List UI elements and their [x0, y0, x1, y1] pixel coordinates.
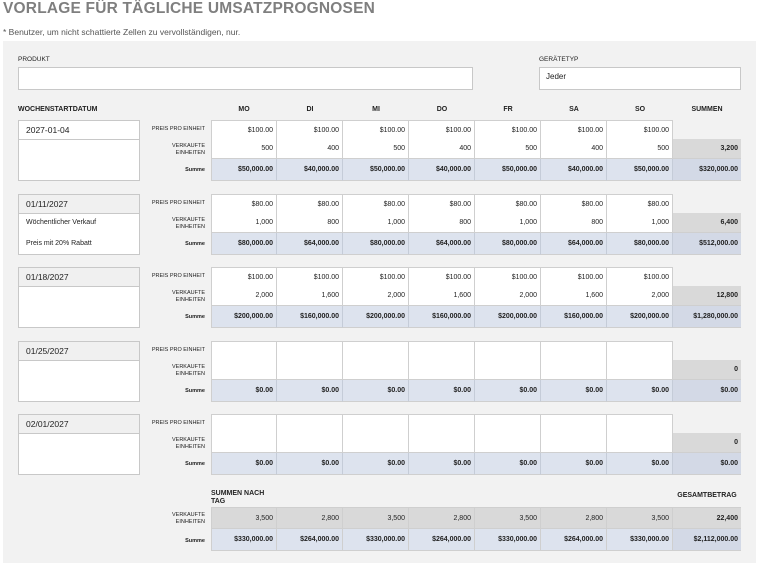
price-cell-mo[interactable]: $100.00	[211, 267, 277, 287]
units-sold-label-line1: VERKAUFTE	[171, 143, 205, 149]
price-cell-fr[interactable]: $100.00	[475, 267, 541, 287]
price-cell-sa[interactable]: $100.00	[541, 120, 607, 140]
sums-header: SUMMEN	[691, 106, 723, 113]
sum-cell-mo: $0.00	[211, 380, 277, 402]
units-cell-fr[interactable]: 1,000	[475, 213, 541, 233]
instructions-text: * Benutzer, um nicht schattierte Zellen zu vervollständigen, nur.	[3, 27, 241, 37]
summary-label-line1: SUMMEN NACH	[211, 490, 265, 497]
units-sold-label-line2: EINHEITEN	[175, 150, 205, 156]
price-cell-fr[interactable]: $100.00	[475, 120, 541, 140]
product-input[interactable]	[18, 67, 473, 90]
summary-label	[211, 490, 264, 506]
price-cell-fr[interactable]	[475, 341, 541, 361]
units-cell-sa[interactable]: 800	[541, 213, 607, 233]
week-note-input[interactable]	[18, 433, 140, 475]
price-cell-sa[interactable]: $80.00	[541, 194, 607, 214]
sum-cell-sa: $0.00	[541, 453, 607, 475]
summary-units-label-line2: EINHEITEN	[175, 519, 205, 525]
price-per-unit-label: PREIS PRO EINHEIT	[151, 126, 205, 132]
units-total-cell: 3,200	[673, 139, 741, 159]
sum-cell-di: $64,000.00	[277, 233, 343, 255]
units-cell-di[interactable]: 400	[277, 139, 343, 159]
units-sold-label	[143, 217, 205, 231]
units-cell-do[interactable]: 800	[409, 213, 475, 233]
sum-label: Summe	[185, 314, 205, 320]
sum-cell-sa: $0.00	[541, 380, 607, 402]
price-cell-do[interactable]	[409, 341, 475, 361]
summary-units-do: 2,800	[409, 507, 475, 529]
day-header-mi: MI	[372, 106, 380, 113]
week-start-header: WOCHENSTARTDATUM	[18, 106, 98, 113]
summary-units-label	[143, 512, 205, 526]
week-note-input[interactable]	[18, 360, 140, 402]
units-cell-do[interactable]: 400	[409, 139, 475, 159]
summary-units-sa: 2,800	[541, 507, 607, 529]
sum-label: Summe	[185, 388, 205, 394]
sum-cell-mi: $50,000.00	[343, 159, 409, 181]
summary-units-mo: 3,500	[211, 507, 277, 529]
price-cell-di[interactable]: $100.00	[277, 120, 343, 140]
day-header-fr: FR	[503, 106, 513, 113]
units-cell-mo[interactable]	[211, 360, 277, 380]
sum-cell-mi: $80,000.00	[343, 233, 409, 255]
price-cell-mi[interactable]	[343, 414, 409, 434]
price-cell-mi[interactable]: $100.00	[343, 120, 409, 140]
summary-sum-do: $264,000.00	[409, 529, 475, 551]
price-per-unit-label: PREIS PRO EINHEIT	[151, 273, 205, 279]
price-cell-so[interactable]: $100.00	[607, 120, 673, 140]
week-start-date-input[interactable]: 02/01/2027	[18, 414, 140, 434]
summary-sum-fr: $330,000.00	[475, 529, 541, 551]
price-cell-mi[interactable]: $80.00	[343, 194, 409, 214]
sum-cell-mi: $0.00	[343, 453, 409, 475]
units-sold-label-line1: VERKAUFTE	[171, 217, 205, 223]
price-cell-so[interactable]	[607, 414, 673, 434]
sum-cell-so: $80,000.00	[607, 233, 673, 255]
sum-total-cell: $512,000.00	[673, 233, 741, 255]
price-cell-so[interactable]: $80.00	[607, 194, 673, 214]
summary-units-fr: 3,500	[475, 507, 541, 529]
summary-sum-so: $330,000.00	[607, 529, 673, 551]
sum-cell-di: $0.00	[277, 453, 343, 475]
summary-sum-di: $264,000.00	[277, 529, 343, 551]
week-note-input[interactable]	[18, 139, 140, 181]
price-cell-sa[interactable]: $100.00	[541, 267, 607, 287]
price-per-unit-label: PREIS PRO EINHEIT	[151, 420, 205, 426]
units-sold-label-line2: EINHEITEN	[175, 371, 205, 377]
sum-cell-fr: $50,000.00	[475, 159, 541, 181]
price-cell-mi[interactable]: $100.00	[343, 267, 409, 287]
sum-label: Summe	[185, 167, 205, 173]
price-cell-do[interactable]: $100.00	[409, 267, 475, 287]
price-cell-mi[interactable]	[343, 341, 409, 361]
units-cell-mi[interactable]: 1,000	[343, 213, 409, 233]
price-cell-do[interactable]: $100.00	[409, 120, 475, 140]
units-cell-fr[interactable]	[475, 360, 541, 380]
price-cell-fr[interactable]: $80.00	[475, 194, 541, 214]
price-cell-so[interactable]	[607, 341, 673, 361]
device-type-label: GERÄTETYP	[539, 56, 579, 63]
sum-cell-do: $40,000.00	[409, 159, 475, 181]
device-type-input[interactable]: Jeder	[539, 67, 741, 90]
page-title: VORLAGE FÜR TÄGLICHE UMSATZPROGNOSEN	[3, 0, 376, 17]
units-sold-label-line2: EINHEITEN	[175, 444, 205, 450]
price-cell-mo[interactable]: $80.00	[211, 194, 277, 214]
units-cell-mo[interactable]: 500	[211, 139, 277, 159]
sum-cell-do: $0.00	[409, 380, 475, 402]
units-cell-mo[interactable]: 1,000	[211, 213, 277, 233]
units-cell-sa[interactable]: 400	[541, 139, 607, 159]
day-header-di: DI	[306, 106, 314, 113]
summary-grand-total: $2,112,000.00	[673, 529, 741, 551]
price-cell-di[interactable]	[277, 341, 343, 361]
units-sold-label-line1: VERKAUFTE	[171, 290, 205, 296]
units-sold-label	[143, 143, 205, 157]
units-cell-fr[interactable]: 500	[475, 139, 541, 159]
units-cell-mi[interactable]: 500	[343, 139, 409, 159]
sum-cell-fr: $0.00	[475, 453, 541, 475]
sum-cell-so: $50,000.00	[607, 159, 673, 181]
units-sold-label	[143, 437, 205, 451]
units-cell-di[interactable]	[277, 360, 343, 380]
sum-total-cell: $0.00	[673, 380, 741, 402]
sum-cell-do: $64,000.00	[409, 233, 475, 255]
units-sold-label	[143, 290, 205, 304]
sum-cell-sa: $40,000.00	[541, 159, 607, 181]
sum-label: Summe	[185, 461, 205, 467]
units-cell-sa[interactable]	[541, 360, 607, 380]
sum-cell-mo: $0.00	[211, 453, 277, 475]
sum-cell-mo: $200,000.00	[211, 306, 277, 328]
price-cell-mo[interactable]: $100.00	[211, 120, 277, 140]
week-note-input[interactable]	[18, 286, 140, 328]
units-cell-mi[interactable]	[343, 433, 409, 453]
sum-total-cell: $1,280,000.00	[673, 306, 741, 328]
units-cell-do[interactable]	[409, 360, 475, 380]
week-note-line2: Preis mit 20% Rabatt	[26, 240, 92, 247]
sum-cell-mi: $200,000.00	[343, 306, 409, 328]
sum-cell-so: $200,000.00	[607, 306, 673, 328]
summary-units-di: 2,800	[277, 507, 343, 529]
units-sold-label-line2: EINHEITEN	[175, 224, 205, 230]
units-total-cell: 6,400	[673, 213, 741, 233]
sum-total-cell: $0.00	[673, 453, 741, 475]
price-cell-so[interactable]: $100.00	[607, 267, 673, 287]
week-start-date-input[interactable]: 01/18/2027	[18, 267, 140, 287]
week-note-input[interactable]	[18, 213, 140, 255]
units-cell-so[interactable]: 500	[607, 139, 673, 159]
sum-cell-so: $0.00	[607, 453, 673, 475]
units-cell-fr[interactable]: 2,000	[475, 286, 541, 306]
price-per-unit-label: PREIS PRO EINHEIT	[151, 347, 205, 353]
units-cell-so[interactable]: 2,000	[607, 286, 673, 306]
summary-sum-label: Summe	[185, 538, 205, 544]
sum-cell-fr: $200,000.00	[475, 306, 541, 328]
sum-cell-fr: $80,000.00	[475, 233, 541, 255]
summary-units-mi: 3,500	[343, 507, 409, 529]
grand-total-label: GESAMTBETRAG	[677, 492, 737, 499]
sum-cell-do: $0.00	[409, 453, 475, 475]
day-header-mo: MO	[238, 106, 250, 113]
price-cell-sa[interactable]	[541, 414, 607, 434]
units-sold-label-line1: VERKAUFTE	[171, 437, 205, 443]
price-per-unit-label: PREIS PRO EINHEIT	[151, 200, 205, 206]
units-sold-label-line1: VERKAUFTE	[171, 364, 205, 370]
day-header-so: SO	[634, 106, 646, 113]
units-sold-label-line2: EINHEITEN	[175, 297, 205, 303]
units-cell-mi[interactable]: 2,000	[343, 286, 409, 306]
week-start-date-input[interactable]: 01/25/2027	[18, 341, 140, 361]
price-cell-di[interactable]: $80.00	[277, 194, 343, 214]
price-cell-di[interactable]	[277, 414, 343, 434]
price-cell-mo[interactable]	[211, 414, 277, 434]
sum-cell-so: $0.00	[607, 380, 673, 402]
summary-sum-sa: $264,000.00	[541, 529, 607, 551]
units-total-cell: 0	[673, 360, 741, 380]
units-cell-so[interactable]: 1,000	[607, 213, 673, 233]
sum-cell-di: $160,000.00	[277, 306, 343, 328]
sum-cell-fr: $0.00	[475, 380, 541, 402]
units-cell-do[interactable]	[409, 433, 475, 453]
units-cell-di[interactable]	[277, 433, 343, 453]
price-cell-fr[interactable]	[475, 414, 541, 434]
price-cell-mo[interactable]	[211, 341, 277, 361]
sum-cell-di: $40,000.00	[277, 159, 343, 181]
units-total-cell: 0	[673, 433, 741, 453]
summary-label-line2: TAG	[211, 498, 226, 505]
summary-units-label-line1: VERKAUFTE	[171, 512, 205, 518]
summary-units-so: 3,500	[607, 507, 673, 529]
units-cell-fr[interactable]	[475, 433, 541, 453]
day-header-do: DO	[436, 106, 448, 113]
units-cell-so[interactable]	[607, 360, 673, 380]
units-cell-mo[interactable]	[211, 433, 277, 453]
summary-sum-mo: $330,000.00	[211, 529, 277, 551]
units-sold-label	[143, 364, 205, 378]
summary-units-total: 22,400	[673, 507, 741, 529]
sum-total-cell: $320,000.00	[673, 159, 741, 181]
units-cell-mo[interactable]: 2,000	[211, 286, 277, 306]
sum-label: Summe	[185, 241, 205, 247]
summary-sum-mi: $330,000.00	[343, 529, 409, 551]
day-header-sa: SA	[569, 106, 579, 113]
units-total-cell: 12,800	[673, 286, 741, 306]
sum-cell-do: $160,000.00	[409, 306, 475, 328]
sum-cell-sa: $160,000.00	[541, 306, 607, 328]
product-label: PRODUKT	[18, 56, 50, 63]
week-start-date-input[interactable]: 01/11/2027	[18, 194, 140, 214]
price-cell-sa[interactable]	[541, 341, 607, 361]
week-note-line1: Wöchentlicher Verkauf	[26, 219, 97, 226]
sum-cell-mo: $50,000.00	[211, 159, 277, 181]
sum-cell-sa: $64,000.00	[541, 233, 607, 255]
units-cell-sa[interactable]: 1,600	[541, 286, 607, 306]
sum-cell-mi: $0.00	[343, 380, 409, 402]
price-cell-do[interactable]: $80.00	[409, 194, 475, 214]
units-cell-di[interactable]: 800	[277, 213, 343, 233]
units-cell-do[interactable]: 1,600	[409, 286, 475, 306]
units-cell-di[interactable]: 1,600	[277, 286, 343, 306]
units-cell-so[interactable]	[607, 433, 673, 453]
price-cell-di[interactable]: $100.00	[277, 267, 343, 287]
sum-cell-mo: $80,000.00	[211, 233, 277, 255]
units-cell-sa[interactable]	[541, 433, 607, 453]
price-cell-do[interactable]	[409, 414, 475, 434]
week-start-date-input[interactable]: 2027-01-04	[18, 120, 140, 140]
sum-cell-di: $0.00	[277, 380, 343, 402]
units-cell-mi[interactable]	[343, 360, 409, 380]
